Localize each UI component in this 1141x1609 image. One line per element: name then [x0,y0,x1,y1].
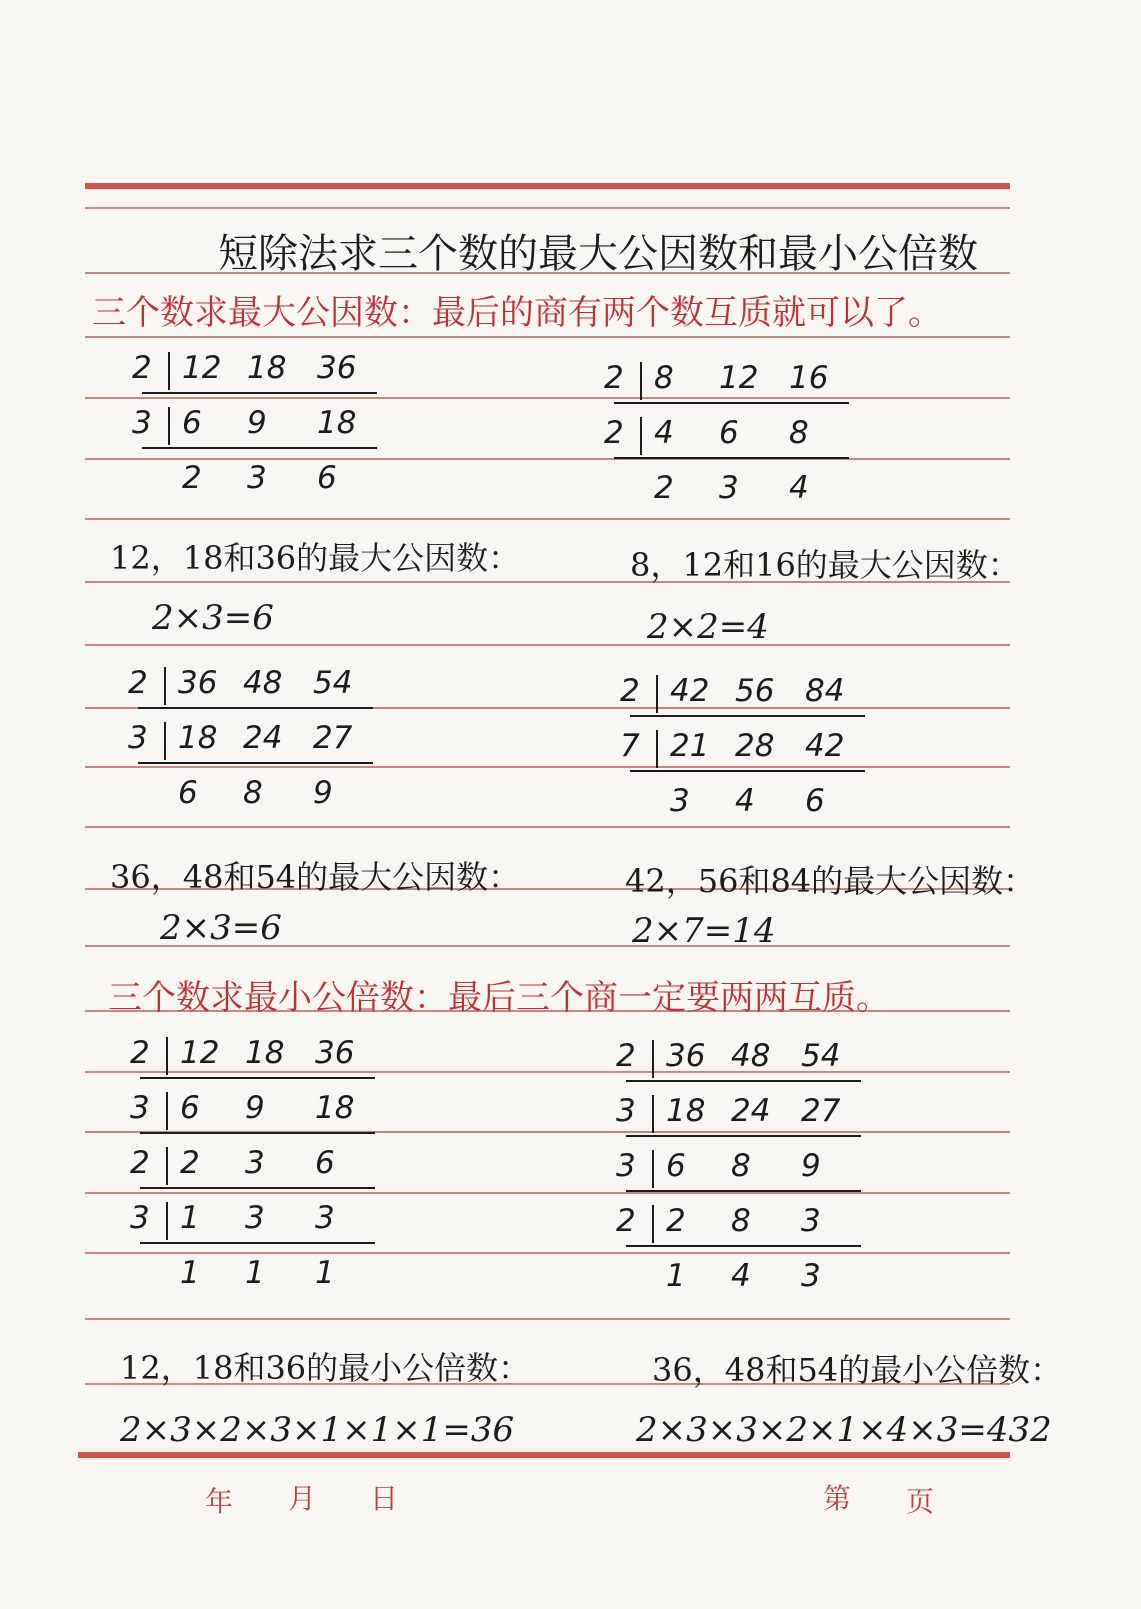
number-cell: 6 [182,405,202,441]
division-bracket [652,1040,654,1078]
lcm-result-1: 2×3×2×3×1×1×1=36 [120,1410,515,1450]
division-bracket [166,1202,168,1240]
division-bracket [656,675,658,713]
number-cell: 6 [805,783,825,819]
number-cell: 3 [801,1203,821,1239]
ruled-line [85,207,1010,209]
number-cell: 3 [315,1200,335,1236]
lcm-result-2: 2×3×3×2×1×4×3=432 [636,1410,1052,1450]
number-cell: 1 [245,1255,265,1291]
number-cell: 4 [654,415,674,451]
gcd-label-2: 8，12和16的最大公因数： [630,546,1020,584]
division-underline [626,1190,861,1192]
divisor: 2 [128,665,148,701]
divisor: 2 [130,1145,150,1181]
divisor: 2 [130,1035,150,1071]
number-cell: 9 [247,405,267,441]
number-cell: 27 [313,720,353,756]
gcd-result-3: 2×3=6 [160,908,282,948]
lcm-label-2: 36，48和54的最小公倍数： [652,1351,1063,1389]
number-cell: 6 [180,1090,200,1126]
division-underline [630,715,865,717]
number-cell: 3 [245,1200,265,1236]
division-underline [630,770,865,772]
ruled-line [85,1252,1010,1254]
number-cell: 2 [180,1145,200,1181]
division-bracket [640,362,642,400]
number-cell: 3 [801,1258,821,1294]
division-bracket [168,352,170,390]
division-underline [626,1135,861,1137]
division-underline [626,1080,861,1082]
number-cell: 21 [670,728,710,764]
number-cell: 54 [313,665,353,701]
division-underline [138,707,373,709]
division-underline [140,1242,375,1244]
gcd-result-2: 2×2=4 [647,607,769,647]
number-cell: 18 [317,405,357,441]
gcd-label-4: 42，56和84的最大公因数： [625,862,1036,900]
page-title: 短除法求三个数的最大公因数和最小公倍数 [218,231,978,277]
number-cell: 6 [317,460,337,496]
number-cell: 18 [178,720,218,756]
gcd-result-1: 2×3=6 [152,598,274,638]
number-cell: 36 [317,350,357,386]
number-cell: 6 [315,1145,335,1181]
ruled-line [85,644,1010,646]
number-cell: 16 [789,360,829,396]
ruled-line [85,1318,1010,1320]
number-cell: 1 [180,1255,200,1291]
footer-year: 年 [205,1485,234,1518]
number-cell: 3 [247,460,267,496]
footer-month: 月 [288,1482,317,1515]
number-cell: 8 [654,360,674,396]
gcd-label-3: 36，48和54的最大公因数： [110,858,521,896]
divisor: 2 [616,1203,636,1239]
divisor: 2 [604,415,624,451]
divisor: 2 [604,360,624,396]
division-bracket [168,407,170,445]
divisor: 3 [132,405,152,441]
number-cell: 6 [719,415,739,451]
division-underline [142,447,377,449]
number-cell: 18 [666,1093,706,1129]
division-bracket [164,722,166,760]
number-cell: 4 [789,470,809,506]
number-cell: 9 [313,775,333,811]
division-bracket [166,1147,168,1185]
divisor: 2 [132,350,152,386]
number-cell: 6 [178,775,198,811]
number-cell: 2 [654,470,674,506]
ruled-line [85,1192,1010,1194]
number-cell: 54 [801,1038,841,1074]
number-cell: 36 [315,1035,355,1071]
number-cell: 18 [247,350,287,386]
ruled-line [85,336,1010,338]
ruled-line [85,766,1010,768]
number-cell: 3 [245,1145,265,1181]
division-underline [626,1245,861,1247]
number-cell: 1 [315,1255,335,1291]
number-cell: 1 [180,1200,200,1236]
division-bracket [652,1150,654,1188]
division-bracket [166,1092,168,1130]
divisor: 3 [130,1090,150,1126]
division-bracket [166,1037,168,1075]
number-cell: 8 [731,1148,751,1184]
ruled-line [85,183,1010,189]
division-underline [140,1132,375,1134]
division-bracket [164,667,166,705]
divisor: 3 [616,1093,636,1129]
number-cell: 2 [182,460,202,496]
footer-day: 日 [370,1482,399,1515]
divisor: 2 [616,1038,636,1074]
number-cell: 28 [735,728,775,764]
ruled-line [85,1071,1010,1073]
lcm-rule-text: 三个数求最小公倍数：最后三个商一定要两两互质。 [108,978,890,1018]
ruled-line [85,826,1010,828]
ruled-line [85,518,1010,520]
gcd-rule-text: 三个数求最大公因数：最后的商有两个数互质就可以了。 [92,293,942,333]
number-cell: 24 [731,1093,771,1129]
number-cell: 2 [666,1203,686,1239]
number-cell: 18 [315,1090,355,1126]
number-cell: 48 [243,665,283,701]
number-cell: 18 [245,1035,285,1071]
division-underline [614,457,849,459]
division-underline [140,1187,375,1189]
number-cell: 42 [805,728,845,764]
number-cell: 9 [245,1090,265,1126]
number-cell: 4 [735,783,755,819]
division-bracket [640,417,642,455]
number-cell: 3 [719,470,739,506]
ruled-line [85,397,1010,399]
divisor: 3 [616,1148,636,1184]
divisor: 2 [620,673,640,709]
divisor: 7 [620,728,640,764]
gcd-result-4: 2×7=14 [632,911,776,951]
number-cell: 56 [735,673,775,709]
number-cell: 27 [801,1093,841,1129]
number-cell: 8 [243,775,263,811]
lcm-label-1: 12，18和36的最小公倍数： [120,1349,531,1387]
number-cell: 1 [666,1258,686,1294]
number-cell: 12 [182,350,222,386]
divisor: 3 [128,720,148,756]
division-bracket [656,730,658,768]
number-cell: 42 [670,673,710,709]
ruled-line [78,1452,1010,1458]
number-cell: 84 [805,673,845,709]
gcd-label-1: 12，18和36的最大公因数： [110,539,521,577]
division-underline [138,762,373,764]
number-cell: 36 [178,665,218,701]
number-cell: 4 [731,1258,751,1294]
division-underline [142,392,377,394]
number-cell: 8 [789,415,809,451]
division-underline [614,402,849,404]
division-bracket [652,1205,654,1243]
ruled-line [85,458,1010,460]
number-cell: 12 [719,360,759,396]
footer-page-suffix: 页 [906,1485,935,1518]
number-cell: 12 [180,1035,220,1071]
footer-page-prefix: 第 [823,1482,852,1515]
number-cell: 24 [243,720,283,756]
divisor: 3 [130,1200,150,1236]
division-underline [140,1077,375,1079]
number-cell: 9 [801,1148,821,1184]
number-cell: 8 [731,1203,751,1239]
number-cell: 48 [731,1038,771,1074]
number-cell: 3 [670,783,690,819]
number-cell: 6 [666,1148,686,1184]
number-cell: 36 [666,1038,706,1074]
division-bracket [652,1095,654,1133]
